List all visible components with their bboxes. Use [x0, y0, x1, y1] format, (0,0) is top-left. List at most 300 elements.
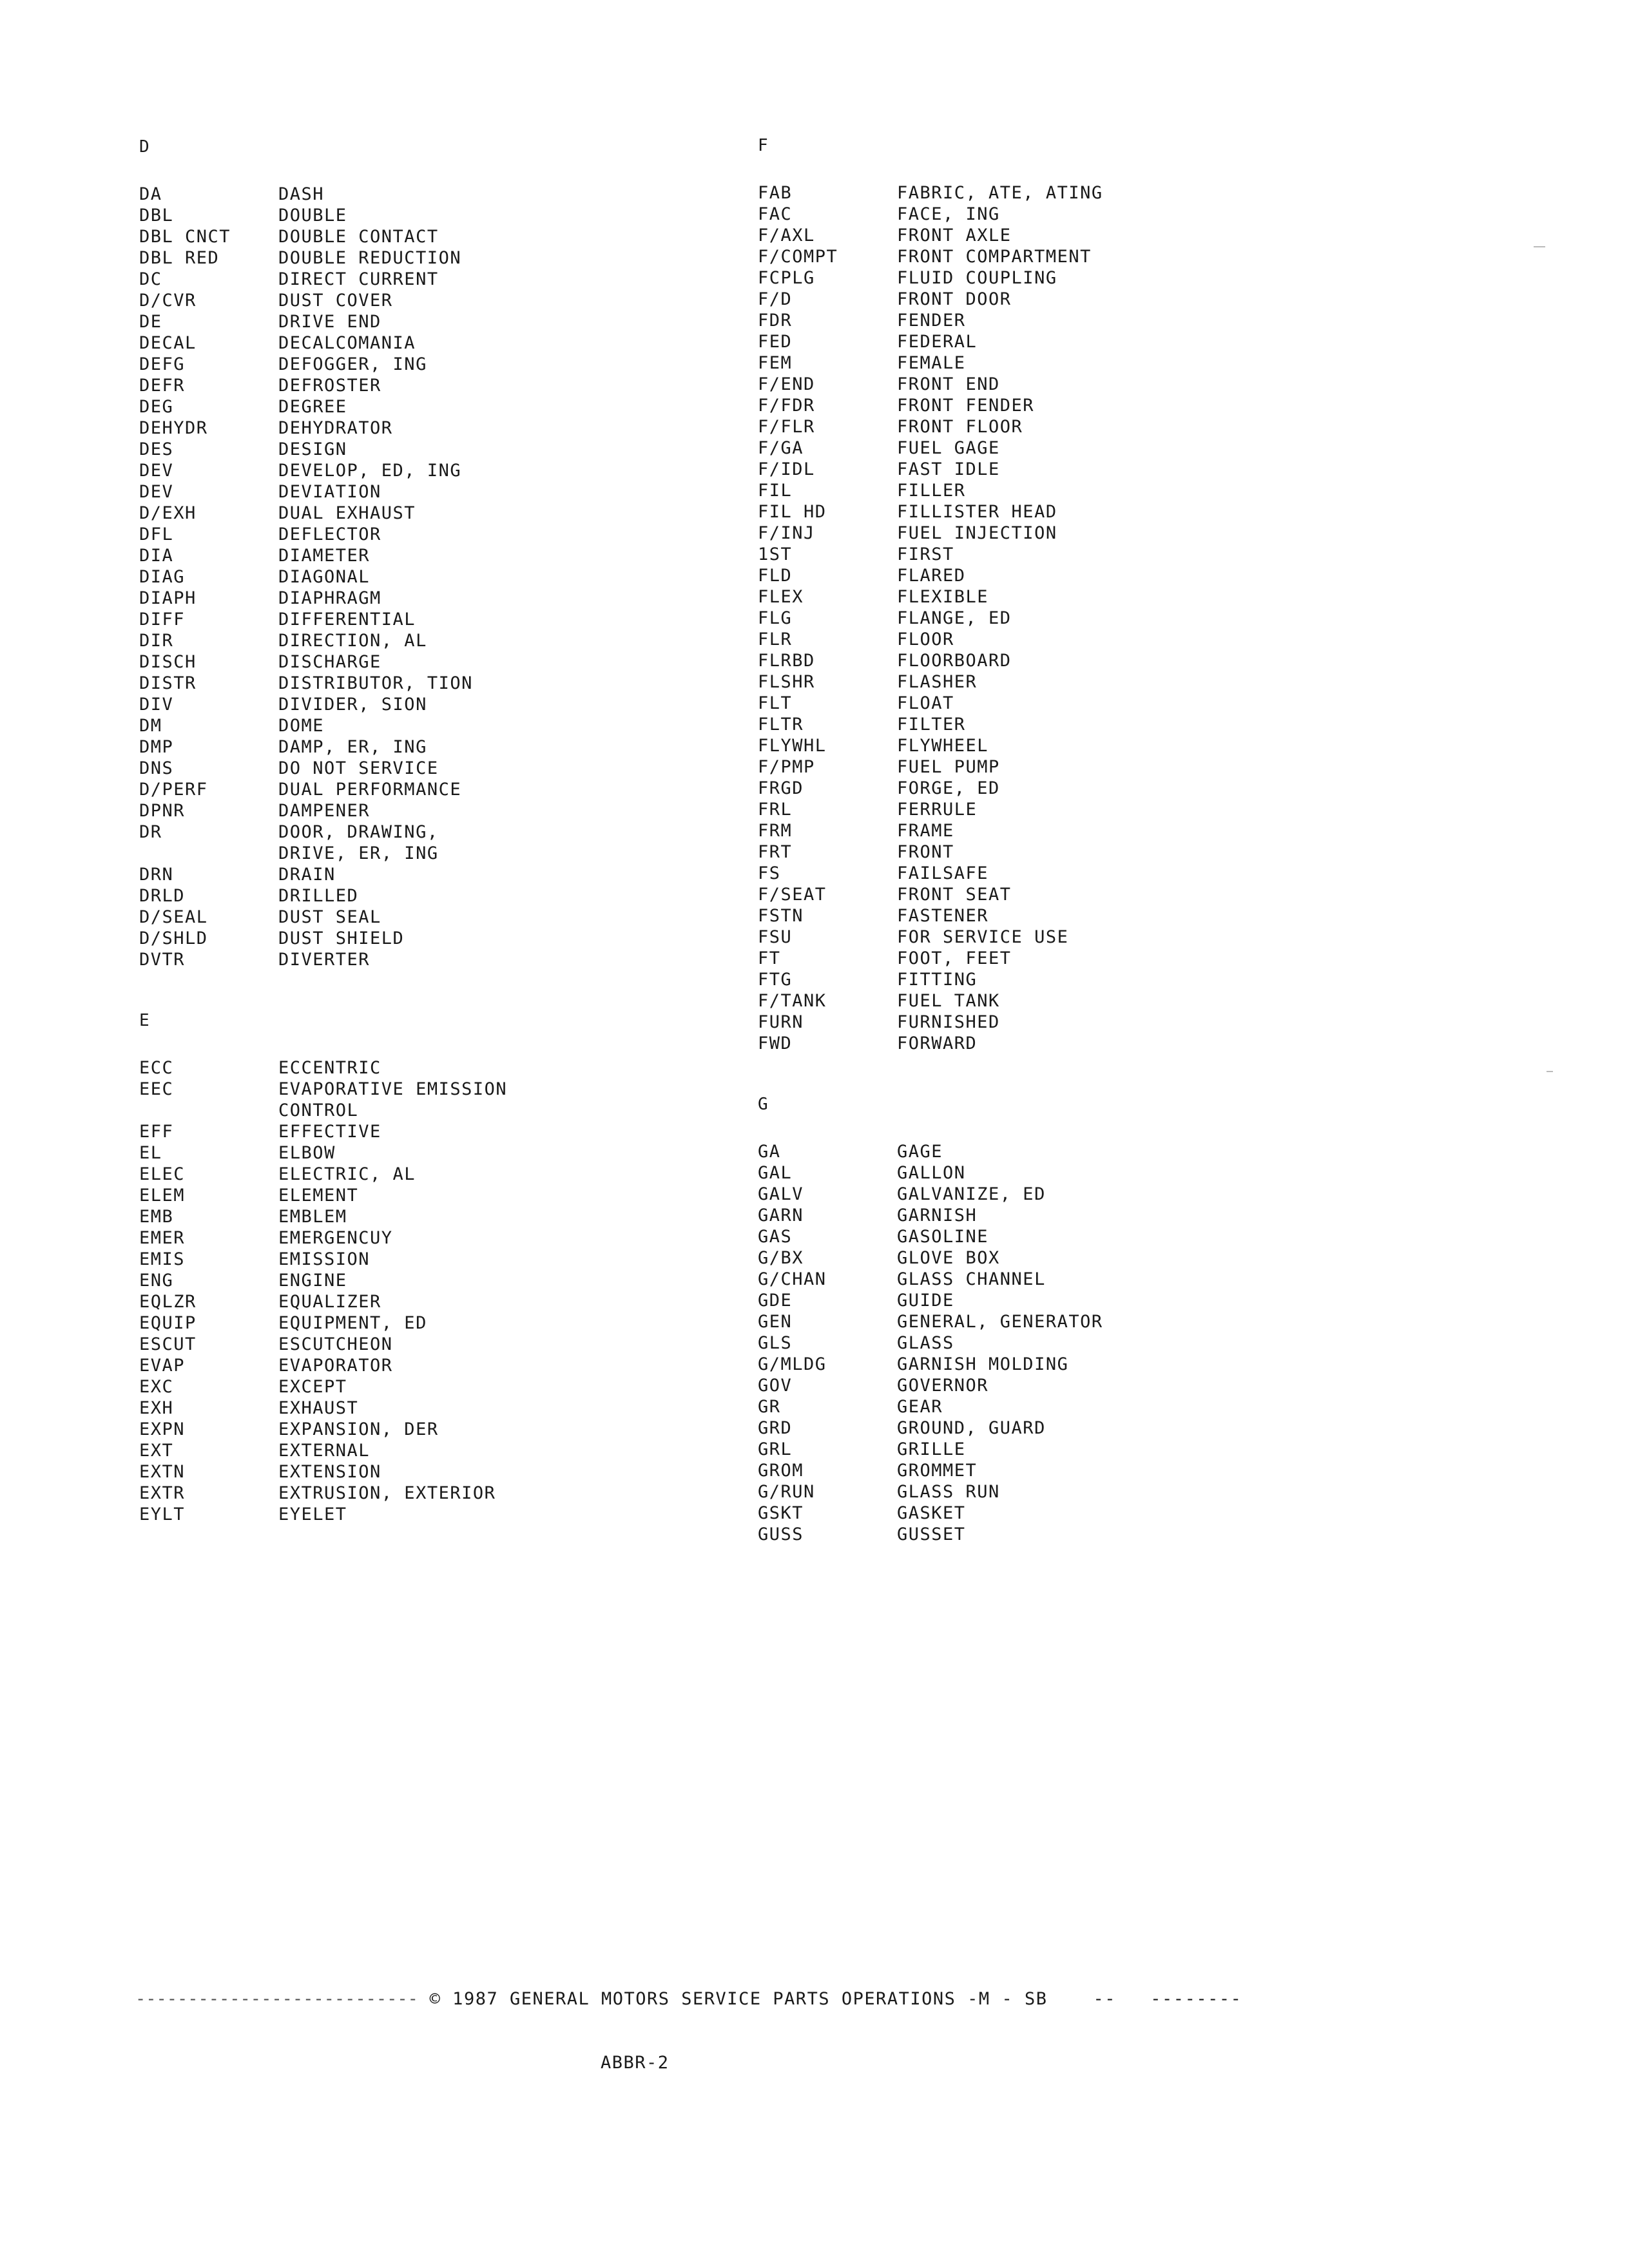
meaning-line: GALLON [897, 1163, 966, 1183]
abbreviation: EYLT [139, 1504, 186, 1524]
meaning [897, 841, 954, 863]
meaning-line: FOR SERVICE USE [897, 927, 1069, 947]
left-column [139, 129, 784, 1525]
meaning-line: DAMP, ER, ING [278, 737, 427, 757]
meaning [897, 650, 1012, 671]
meaning [897, 927, 1068, 948]
abbreviation-entry [758, 331, 1402, 352]
abbreviation: DVTR [139, 950, 186, 970]
section-heading: D [139, 137, 149, 157]
meaning [278, 651, 381, 673]
abbreviation-entry [139, 1291, 784, 1312]
abbreviation-entry [758, 395, 1402, 416]
meaning [897, 1396, 943, 1418]
meaning-line: DO NOT SERVICE [278, 758, 439, 778]
abbreviation: EVAP [139, 1356, 186, 1376]
meaning [278, 524, 381, 545]
meaning [897, 608, 1012, 629]
abbreviation: DA [139, 184, 162, 204]
meaning [897, 714, 966, 735]
meaning-line: ELBOW [278, 1143, 336, 1163]
abbreviation: DISTR [139, 673, 197, 693]
meaning-line: EQUALIZER [278, 1292, 381, 1312]
meaning-line: FILLISTER HEAD [897, 502, 1057, 522]
meaning [897, 1418, 1046, 1439]
meaning-line: DEVIATION [278, 482, 381, 502]
abbreviation: GAL [758, 1163, 793, 1183]
meaning [897, 1503, 966, 1524]
abbreviation-entry [758, 1418, 1402, 1439]
meaning [897, 544, 954, 565]
meaning-line: DEFROSTER [278, 376, 381, 396]
meaning [278, 1164, 416, 1185]
abbreviation: FRGD [758, 778, 804, 798]
meaning [278, 736, 427, 758]
abbreviation-entry [758, 1396, 1402, 1418]
meaning-line: FRONT FLOOR [897, 417, 1023, 437]
abbreviation: F/INJ [758, 523, 815, 543]
abbreviation: DNS [139, 758, 174, 778]
abbreviation-entry [139, 1270, 784, 1291]
abbreviation: F/PMP [758, 757, 815, 777]
abbreviation-entry [758, 671, 1402, 693]
abbreviation: ELEC [139, 1164, 186, 1184]
abbreviation: EMIS [139, 1249, 186, 1269]
abbreviation: F/FLR [758, 417, 815, 437]
meaning [897, 1162, 966, 1184]
abbreviation: FS [758, 863, 781, 883]
abbreviation-entry [139, 332, 784, 354]
abbreviation: DIV [139, 695, 174, 715]
meaning-line: GROMMET [897, 1461, 978, 1481]
abbreviation: FLRBD [758, 651, 815, 671]
abbreviation-entry [139, 481, 784, 503]
abbreviation: GALV [758, 1184, 804, 1204]
meaning [897, 480, 966, 501]
meaning [897, 1439, 966, 1460]
meaning [897, 1481, 1000, 1503]
meaning [278, 354, 427, 375]
abbreviation-entry [139, 1504, 784, 1525]
abbreviation: F/IDL [758, 459, 815, 479]
meaning-line: FRONT SEAT [897, 885, 1012, 905]
meaning-line: GROUND, GUARD [897, 1418, 1046, 1438]
meaning [897, 395, 1034, 416]
meaning-line: FRONT COMPARTMENT [897, 247, 1092, 267]
meaning [278, 928, 404, 949]
meaning-line: EXTENSION [278, 1462, 381, 1482]
meaning [897, 735, 988, 756]
abbreviation-entry [139, 205, 784, 226]
meaning [897, 1290, 954, 1311]
abbreviation: F/GA [758, 438, 804, 458]
abbreviation-entry [758, 204, 1402, 225]
abbreviation: GAS [758, 1227, 793, 1247]
meaning-line: EMISSION [278, 1249, 371, 1269]
abbreviation-entry [758, 1162, 1402, 1184]
meaning [897, 1460, 977, 1481]
abbreviation: GLS [758, 1333, 793, 1353]
abbreviation: ESCUT [139, 1334, 197, 1354]
abbreviation: GSKT [758, 1503, 804, 1523]
meaning-line: EXPANSION, DER [278, 1419, 439, 1439]
right-column [758, 129, 1402, 1545]
meaning [897, 416, 1023, 437]
meaning [897, 289, 1012, 310]
meaning-line: DIVERTER [278, 950, 371, 970]
abbreviation-entry [758, 1332, 1402, 1354]
abbreviation: D/PERF [139, 780, 208, 800]
meaning-line: FUEL INJECTION [897, 523, 1057, 543]
abbreviation-entry [139, 779, 784, 800]
meaning-line: FENDER [897, 311, 966, 331]
abbreviation: DM [139, 716, 162, 736]
abbreviation: FTG [758, 970, 793, 990]
meaning [897, 1375, 988, 1396]
abbreviation-entry [758, 565, 1402, 586]
meaning-line: DEFLECTOR [278, 524, 381, 544]
abbreviation-entry [758, 1481, 1402, 1503]
abbreviation-entry [139, 545, 784, 566]
meaning-line: FOOT, FEET [897, 948, 1012, 968]
abbreviation: EMER [139, 1228, 186, 1248]
meaning-line: FABRIC, ATE, ATING [897, 183, 1103, 203]
meaning [897, 671, 977, 693]
abbreviation: EXTN [139, 1462, 186, 1482]
abbreviation: DECAL [139, 333, 197, 353]
abbreviation-entry [758, 799, 1402, 820]
meaning-line: DOUBLE REDUCTION [278, 248, 462, 268]
abbreviation-entry [139, 1142, 784, 1164]
abbreviation-entry [139, 290, 784, 311]
abbreviation-entry [758, 374, 1402, 395]
meaning-line: ESCUTCHEON [278, 1334, 393, 1354]
meaning [897, 863, 988, 884]
meaning [278, 1206, 347, 1227]
meaning-line: ECCENTRIC [278, 1058, 381, 1078]
abbreviation-entry [139, 184, 784, 205]
abbreviation: DE [139, 312, 162, 332]
abbreviation: FLYWHL [758, 736, 827, 756]
meaning [897, 948, 1012, 969]
meaning-line: DIRECTION, AL [278, 631, 427, 651]
section-g [758, 1094, 1402, 1545]
meaning-line: DOOR, DRAWING, [278, 822, 439, 842]
abbreviation: DR [139, 822, 162, 842]
meaning [897, 501, 1057, 523]
abbreviation: DEV [139, 461, 174, 481]
meaning-line: FERRULE [897, 800, 978, 820]
abbreviation-entry [758, 884, 1402, 905]
abbreviation-entry [139, 1121, 784, 1142]
abbreviation-entry [758, 182, 1402, 204]
meaning [278, 1291, 381, 1312]
abbreviation: FRL [758, 800, 793, 820]
meaning-line: FRONT [897, 842, 954, 862]
meaning-line: DOUBLE [278, 206, 347, 226]
meaning-line: FLEXIBLE [897, 587, 989, 607]
meaning [897, 1332, 954, 1354]
abbreviation: ENG [139, 1271, 174, 1291]
meaning-line: DIAMETER [278, 546, 371, 566]
abbreviation-entry [758, 693, 1402, 714]
abbreviation-entry [139, 1461, 784, 1483]
meaning-line: EMERGENCUY [278, 1228, 393, 1248]
abbreviation-entry [758, 735, 1402, 756]
meaning [278, 375, 381, 396]
meaning-line: GOVERNOR [897, 1376, 989, 1396]
abbreviation: G/RUN [758, 1482, 815, 1502]
abbreviation-entry [758, 267, 1402, 289]
abbreviation: ELEM [139, 1186, 186, 1206]
abbreviation-entry [139, 226, 784, 247]
meaning-line: FORGE, ED [897, 778, 1000, 798]
abbreviation: FLSHR [758, 672, 815, 692]
meaning [278, 1121, 381, 1142]
abbreviation: FDR [758, 311, 793, 331]
meaning [278, 184, 324, 205]
meaning-line: EQUIPMENT, ED [278, 1313, 427, 1333]
meaning [897, 1141, 943, 1162]
abbreviation: GOV [758, 1376, 793, 1396]
abbreviation: FLD [758, 566, 793, 586]
abbreviation-entry [139, 1079, 784, 1121]
meaning-line: EXHAUST [278, 1398, 359, 1418]
meaning-line: FRONT END [897, 374, 1000, 394]
abbreviation-entry [139, 1376, 784, 1398]
meaning [897, 331, 977, 352]
abbreviation-entry [758, 1033, 1402, 1054]
meaning [897, 523, 1057, 544]
meaning-line: FLYWHEEL [897, 736, 989, 756]
meaning [897, 1184, 1046, 1205]
page-code: ABBR-2 [601, 2053, 670, 2073]
meaning-line: FURNISHED [897, 1012, 1000, 1032]
abbreviation: EXPN [139, 1419, 186, 1439]
meaning [278, 588, 381, 609]
meaning [278, 1419, 439, 1440]
abbreviation-entry [139, 396, 784, 418]
meaning [278, 332, 416, 354]
abbreviation-entry [758, 480, 1402, 501]
meaning-line: FAILSAFE [897, 863, 989, 883]
abbreviation-entry [139, 694, 784, 715]
abbreviation: DIFF [139, 610, 186, 629]
abbreviation-entry [139, 1206, 784, 1227]
meaning [278, 1142, 336, 1164]
meaning [278, 226, 439, 247]
abbreviation: F/END [758, 374, 815, 394]
abbreviation: FLT [758, 693, 793, 713]
meaning [278, 715, 324, 736]
abbreviation: GR [758, 1397, 781, 1417]
meaning [278, 1483, 496, 1504]
abbreviation: GA [758, 1142, 781, 1162]
abbreviation-entry [758, 1247, 1402, 1269]
abbreviation: F/TANK [758, 991, 827, 1011]
abbreviation-entry [758, 778, 1402, 799]
abbreviation: FURN [758, 1012, 804, 1032]
abbreviation-entry [139, 630, 784, 651]
meaning-line: DUAL EXHAUST [278, 503, 416, 523]
abbreviation-entry [758, 437, 1402, 459]
meaning-line: GASOLINE [897, 1227, 989, 1247]
meaning-line: DIAGONAL [278, 567, 371, 587]
abbreviation-entry [758, 1141, 1402, 1162]
meaning [897, 459, 1000, 480]
meaning-line: DEHYDRATOR [278, 418, 393, 438]
meaning [897, 1012, 1000, 1033]
meaning [278, 1334, 393, 1355]
meaning [897, 1033, 977, 1054]
meaning-line: DOUBLE CONTACT [278, 227, 439, 247]
meaning [897, 267, 1057, 289]
meaning [278, 673, 473, 694]
meaning-line: EMBLEM [278, 1207, 347, 1227]
meaning-line: DUST SHIELD [278, 928, 405, 948]
meaning-line: GRILLE [897, 1439, 966, 1459]
meaning-line: DISCHARGE [278, 652, 381, 672]
scan-speck [1534, 246, 1545, 247]
meaning [278, 1227, 393, 1249]
abbreviation: DIR [139, 631, 174, 651]
meaning [897, 565, 966, 586]
abbreviation-entry [139, 269, 784, 290]
footer-trailing-rule: -- [1093, 1989, 1117, 2009]
abbreviation-entry [139, 651, 784, 673]
abbreviation-entry [139, 673, 784, 694]
abbreviation-entry [758, 969, 1402, 990]
abbreviation: F/FDR [758, 396, 815, 416]
abbreviation-entry [139, 864, 784, 885]
abbreviation: FAC [758, 204, 793, 224]
abbreviation-entry [139, 588, 784, 609]
meaning [897, 990, 1000, 1012]
meaning-line: FEMALE [897, 353, 966, 373]
abbreviation: DIA [139, 546, 174, 566]
copyright-notice: © 1987 GENERAL MOTORS SERVICE PARTS OPERATIONS -M - SB [429, 1989, 1048, 2009]
abbreviation-entry [139, 1312, 784, 1334]
abbreviation-entry [139, 1419, 784, 1440]
meaning-line: FUEL PUMP [897, 757, 1000, 777]
meaning [278, 566, 370, 588]
abbreviation-entry [139, 800, 784, 822]
meaning [278, 1504, 347, 1525]
abbreviation-entry [758, 1269, 1402, 1290]
abbreviation-entry [139, 758, 784, 779]
abbreviation: D/SEAL [139, 907, 208, 927]
meaning [278, 290, 393, 311]
abbreviation: FRM [758, 821, 793, 841]
meaning [278, 545, 370, 566]
meaning-line: FAST IDLE [897, 459, 1000, 479]
meaning-line: FRONT DOOR [897, 289, 1012, 309]
abbreviation-entry [139, 375, 784, 396]
page-footer [135, 1946, 1295, 2116]
meaning-line: DIAPHRAGM [278, 588, 381, 608]
meaning [897, 693, 954, 714]
meaning-line: FLOAT [897, 693, 954, 713]
meaning-line: DAMPENER [278, 801, 371, 821]
entry-list [758, 1141, 1402, 1545]
abbreviation-entry [758, 1226, 1402, 1247]
abbreviation: FLG [758, 608, 793, 628]
abbreviation-entry [139, 1483, 784, 1504]
meaning-line: FLOOR [897, 629, 954, 649]
meaning-line: FASTENER [897, 906, 989, 926]
abbreviation: D/EXH [139, 503, 197, 523]
meaning-line: FACE, ING [897, 204, 1000, 224]
meaning [278, 779, 461, 800]
abbreviation: EL [139, 1143, 162, 1163]
abbreviation: DBL [139, 206, 174, 226]
meaning-line: FLASHER [897, 672, 978, 692]
abbreviation: G/CHAN [758, 1269, 827, 1289]
meaning [278, 800, 370, 822]
meaning [278, 630, 427, 651]
meaning [897, 225, 1012, 246]
abbreviation: D/SHLD [139, 928, 208, 948]
abbreviation-entry [758, 1290, 1402, 1311]
meaning [278, 460, 461, 481]
meaning [278, 822, 439, 864]
meaning-line: GLASS CHANNEL [897, 1269, 1046, 1289]
meaning-line: DESIGN [278, 439, 347, 459]
abbreviation: FIL [758, 481, 793, 501]
section-f [758, 135, 1402, 1054]
meaning-line: DIVIDER, SION [278, 695, 427, 715]
meaning-line: DRAIN [278, 865, 336, 885]
meaning-line: ENGINE [278, 1271, 347, 1291]
meaning-line: FRONT AXLE [897, 226, 1012, 245]
meaning-line: EVAPORATIVE EMISSION [278, 1079, 508, 1099]
abbreviation-entry [139, 822, 784, 864]
meaning-line: FLUID COUPLING [897, 268, 1057, 288]
abbreviation: GUSS [758, 1524, 804, 1544]
abbreviation-entry [139, 460, 784, 481]
meaning-line: FITTING [897, 970, 978, 990]
meaning [897, 310, 966, 331]
abbreviation: DIAG [139, 567, 186, 587]
abbreviation: GDE [758, 1291, 793, 1311]
meaning-line: EXTRUSION, EXTERIOR [278, 1483, 496, 1503]
abbreviation: DRLD [139, 886, 186, 906]
abbreviation: FLEX [758, 587, 804, 607]
meaning-line: FLANGE, ED [897, 608, 1012, 628]
abbreviation-entry [758, 1311, 1402, 1332]
meaning [278, 1079, 507, 1121]
meaning [278, 1398, 358, 1419]
meaning-line: GUSSET [897, 1524, 966, 1544]
abbreviation: GROM [758, 1461, 804, 1481]
abbreviation-entry [758, 841, 1402, 863]
abbreviation: FSTN [758, 906, 804, 926]
meaning-line: DUAL PERFORMANCE [278, 780, 462, 800]
meaning [278, 1057, 381, 1079]
meaning-line: GALVANIZE, ED [897, 1184, 1046, 1204]
meaning [278, 1355, 393, 1376]
abbreviation-entry [139, 439, 784, 460]
abbreviation: GEN [758, 1312, 793, 1332]
meaning [897, 1524, 966, 1545]
meaning-line: DASH [278, 184, 325, 204]
abbreviation-entry [758, 629, 1402, 650]
abbreviation-entry [758, 1205, 1402, 1226]
meaning-line: GAGE [897, 1142, 943, 1162]
footer-leading-rule: --------------------------- [135, 1989, 418, 2009]
meaning-line: FRAME [897, 821, 954, 841]
meaning [897, 1226, 988, 1247]
